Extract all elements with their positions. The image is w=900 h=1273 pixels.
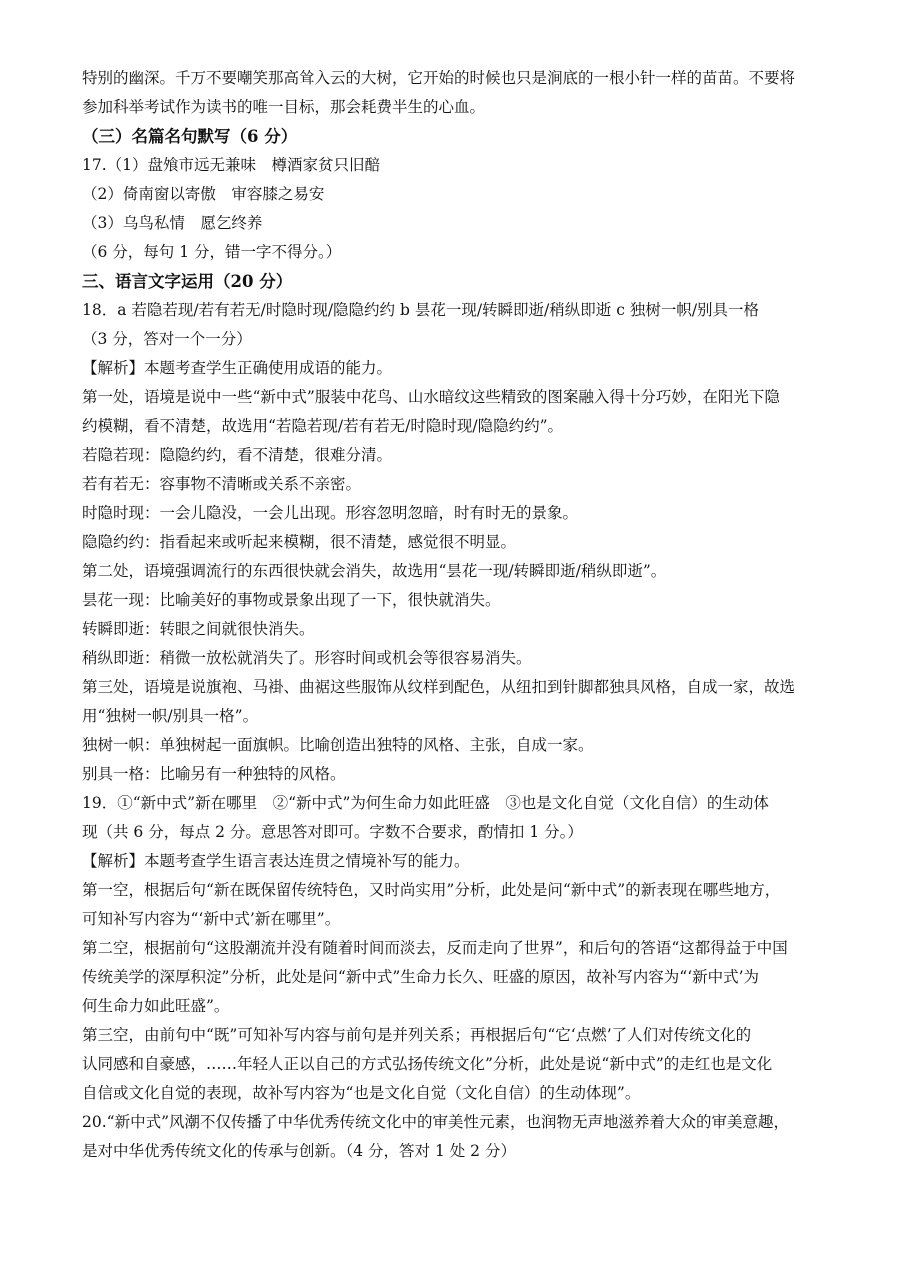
text-line: 约模糊，看不清楚，故选用“若隐若现/若有若无/时隐时现/隐隐约约”。 (82, 417, 564, 435)
text-line: 隐隐约约：指看起来或听起来模糊，很不清楚，感觉很不明显。 (82, 533, 517, 551)
text-line: 特别的幽深。千万不要嘲笑那高耸入云的大树，它开始的时候也只是涧底的一根小针一样的苗苗。不要将 (82, 69, 796, 87)
text-line: 18．a 若隐若现/若有若无/时隐时现/隐隐约约 b 昙花一现/转瞬即逝/稍纵即逝 c 独树一帜/别具一格 (82, 301, 760, 319)
text-line: 是对中华优秀传统文化的传承与创新。（4 分，答对 1 处 2 分） (82, 1142, 516, 1160)
text-line: 可知补写内容为“‘新中式’新在哪里”。 (82, 910, 341, 928)
text-line: 若有若无：容事物不清晰或关系不亲密。 (82, 475, 362, 493)
text-line: 转瞬即逝：转眼之间就很快消失。 (82, 620, 315, 638)
section-heading: （三）名篇名句默写（6 分） (82, 127, 298, 146)
text-line: 17.（1）盘飧市远无兼味 樽酒家贫只旧醅 (82, 156, 381, 174)
text-line: 昙花一现：比喻美好的事物或景象出现了一下，很快就消失。 (82, 591, 501, 609)
text-line: 第一空，根据后句“新在既保留传统特色，又时尚实用”分析，此处是问“新中式”的新表现在哪些地方， (82, 881, 781, 899)
text-line: 时隐时现：一会儿隐没，一会儿出现。形容忽明忽暗，时有时无的景象。 (82, 504, 579, 522)
text-line: 第二空，根据前句“这股潮流并没有随着时间而淡去，反而走向了世界”，和后句的答语“这都得益于中国 (82, 939, 788, 957)
text-line: 若隐若现：隐隐约约，看不清楚，很难分清。 (82, 446, 393, 464)
text-line: 第三空，由前句中“既”可知补写内容与前句是并列关系；再根据后句“它‘点燃’了人们对传统文化的 (82, 1026, 752, 1044)
text-line: 【解析】本题考查学生正确使用成语的能力。 (82, 359, 393, 377)
text-line: 第三处，语境是说旗袍、马褂、曲裾这些服饰从纹样到配色，从纽扣到针脚都独具风格，自成一家，故选 (82, 678, 796, 696)
text-line: 稍纵即逝：稍微一放松就消失了。形容时间或机会等很容易消失。 (82, 649, 532, 667)
text-line: 独树一帜：单独树起一面旗帜。比喻创造出独特的风格、主张，自成一家。 (82, 736, 594, 754)
text-line: （6 分，每句 1 分，错一字不得分。） (82, 243, 342, 261)
text-line: 别具一格：比喻另有一种独特的风格。 (82, 765, 346, 783)
document-page (82, 64, 822, 1166)
text-line: 第二处，语境强调流行的东西很快就会消失，故选用“昙花一现/转瞬即逝/稍纵即逝”。 (82, 562, 667, 580)
text-line: （3）乌鸟私情 愿乞终养 (82, 214, 263, 232)
text-line: 用“独树一帜/别具一格”。 (82, 707, 259, 725)
text-line: 参加科举考试作为读书的唯一目标，那会耗费半生的心血。 (82, 98, 486, 116)
text-line: 第一处，语境是说中一些“新中式”服装中花鸟、山水暗纹这些精致的图案融入得十分巧妙，在阳光下隐 (82, 388, 780, 406)
text-line: （3 分，答对一个一分） (82, 330, 252, 348)
text-line: 传统美学的深厚积淀”分析，此处是问“新中式”生命力长久、旺盛的原因，故补写内容为“‘新中式’为 (82, 968, 760, 986)
text-line: 现（共 6 分，每点 2 分。意思答对即可。字数不合要求，酌情扣 1 分。） (82, 823, 583, 841)
text-line: 19．①“新中式”新在哪里 ②“新中式”为何生命力如此旺盛 ③也是文化自觉（文化自信）的生动体 (82, 794, 769, 812)
text-line: （2）倚南窗以寄傲 审容膝之易安 (82, 185, 325, 203)
section-heading: 三、语言文字运用（20 分） (82, 272, 293, 291)
text-line: 20.“新中式”风潮不仅传播了中华优秀传统文化中的审美性元素，也润物无声地滋养着大众的审美意趣， (82, 1113, 790, 1131)
text-line: 自信或文化自觉的表现，故补写内容为“也是文化自觉（文化自信）的生动体现”。 (82, 1084, 641, 1102)
text-line: 何生命力如此旺盛”。 (82, 997, 230, 1015)
text-line: 认同感和自豪感，……年轻人正以自己的方式弘扬传统文化”分析，此处是说“新中式”的走红也是文化 (82, 1055, 773, 1073)
text-line: 【解析】本题考查学生语言表达连贯之情境补写的能力。 (82, 852, 470, 870)
